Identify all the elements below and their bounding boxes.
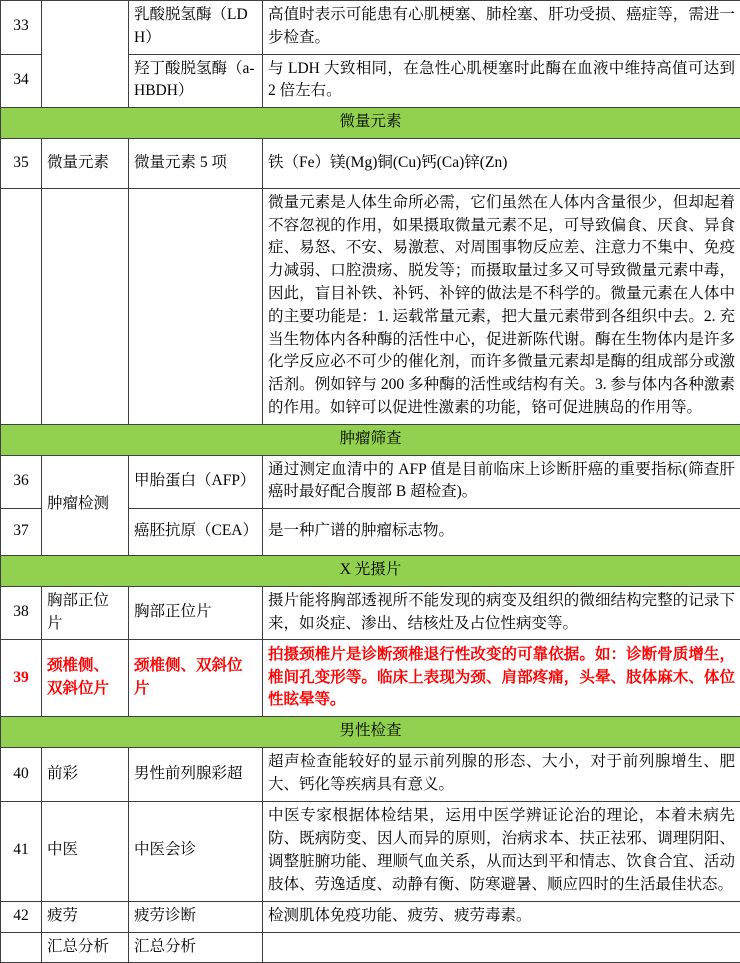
table-body [1, 1, 740, 963]
row-category [42, 188, 129, 424]
row-number: 34 [1, 54, 42, 108]
row-description: 摄片能将胸部透视所不能发现的病变及组织的微细结构完整的记录下来，如炎症、渗出、结核灶及占位性病变等。 [263, 586, 740, 640]
table-row [1, 932, 740, 963]
row-category: 前彩 [42, 748, 129, 802]
row-description: 超声检查能较好的显示前列腺的形态、大小，对于前列腺增生、肥大、钙化等疾病具有意义。 [263, 748, 740, 802]
table-row [1, 1, 740, 55]
row-category: 疲劳 [42, 901, 129, 932]
row-number: 33 [1, 1, 42, 55]
row-item: 胸部正位片 [129, 586, 263, 640]
row-description: 与 LDH 大致相同，在急性心肌梗塞时此酶在血液中维持高值可达到 2 倍左右。 [263, 54, 740, 108]
row-item: 癌胚抗原（CEA） [129, 509, 263, 556]
row-number [1, 932, 42, 963]
row-description: 中医专家根据体检结果，运用中医学辨证论治的理论，本着未病先防、既病防变、因人而异的原则，治病求本、扶正祛邪、调理阴阳、调整脏腑功能、理顺气血关系，从而达到平和情志、饮食合宜、活动肢体、劳逸适度、动静有衡、防寒避暑、顺应四时的生活最佳状态。 [263, 801, 740, 901]
table-row [1, 901, 740, 932]
row-category: 汇总分析 [42, 932, 129, 963]
row-description: 通过测定血清中的 AFP 值是目前临床上诊断肝癌的重要指标(筛查肝癌时最好配合腹部 B 超检查)。 [263, 455, 740, 509]
row-item [129, 188, 263, 424]
row-category: 微量元素 [42, 138, 129, 188]
section-heading-trace-elements: 微量元素 [1, 108, 740, 139]
table-row [1, 455, 740, 509]
row-description: 铁（Fe）镁(Mg)铜(Cu)钙(Ca)锌(Zn) [263, 138, 740, 188]
row-item: 颈椎侧、双斜位片 [129, 640, 263, 717]
section-header-row [1, 108, 740, 139]
row-item: 羟丁酸脱氢酶（a-HBDH） [129, 54, 263, 108]
row-description: 微量元素是人体生命所必需，它们虽然在人体内含量很少，但却起着不容忽视的作用，如果摄取微量元素不足，可导致偏食、厌食、异食症、易怒、不安、易激惹、对周围事物反应差、注意力不集中、免疫力减弱、口腔溃疡、脱发等；而摄取量过多又可导致微量元素中毒，因此，盲目补铁、补钙、补锌的做法是不科学的。微量元素在人体中的主要功能是：1. 运载常量元素，把大量元素带到各组织中去。2. 充当生物体内各种酶的活性中心，促进新陈代谢。酶在生物体内是许多化学反应必不可少的催化剂，而许多微量元素却是酶的组成部分或激活剂。例如锌与 200 多种酶的活性或结构有关。3. 参与体内各种激素的作用。如锌可以促进性激素的功能，铬可促进胰岛的作用等。 [263, 188, 740, 424]
table-row [1, 801, 740, 901]
row-number: 39 [1, 640, 42, 717]
row-description: 拍摄颈椎片是诊断颈椎退行性改变的可靠依据。如：诊断骨质增生，椎间孔变形等。临床上表现为颈、肩部疼痛，头晕、肢体麻木、体位性眩晕等。 [263, 640, 740, 717]
section-header-row [1, 424, 740, 455]
row-number: 41 [1, 801, 42, 901]
row-category: 肿瘤检测 [42, 455, 129, 556]
section-heading-xray: X 光摄片 [1, 556, 740, 587]
row-category: 胸部正位片 [42, 586, 129, 640]
section-header-row [1, 717, 740, 748]
row-number: 37 [1, 509, 42, 556]
section-heading-tumor-screening: 肿瘤筛查 [1, 424, 740, 455]
row-description: 高值时表示可能患有心肌梗塞、肺栓塞、肝功受损、癌症等，需进一步检查。 [263, 1, 740, 55]
row-number: 42 [1, 901, 42, 932]
row-number: 38 [1, 586, 42, 640]
row-number: 36 [1, 455, 42, 509]
table-row [1, 586, 740, 640]
section-header-row [1, 556, 740, 587]
row-item: 甲胎蛋白（AFP） [129, 455, 263, 509]
row-description [263, 932, 740, 963]
table-row [1, 138, 740, 188]
table-row [1, 748, 740, 802]
row-category: 颈椎侧、双斜位片 [42, 640, 129, 717]
row-item: 男性前列腺彩超 [129, 748, 263, 802]
row-description: 是一种广谱的肿瘤标志物。 [263, 509, 740, 556]
row-description: 检测肌体免疫功能、疲劳、疲劳毒素。 [263, 901, 740, 932]
table-row [1, 188, 740, 424]
row-item: 汇总分析 [129, 932, 263, 963]
row-item: 疲劳诊断 [129, 901, 263, 932]
row-category [42, 1, 129, 108]
row-item: 微量元素 5 项 [129, 138, 263, 188]
row-number: 40 [1, 748, 42, 802]
section-heading-male-exam: 男性检查 [1, 717, 740, 748]
table-row-highlighted [1, 640, 740, 717]
row-item: 乳酸脱氢酶（LDH） [129, 1, 263, 55]
row-item: 中医会诊 [129, 801, 263, 901]
row-category: 中医 [42, 801, 129, 901]
row-number [1, 188, 42, 424]
row-number: 35 [1, 138, 42, 188]
